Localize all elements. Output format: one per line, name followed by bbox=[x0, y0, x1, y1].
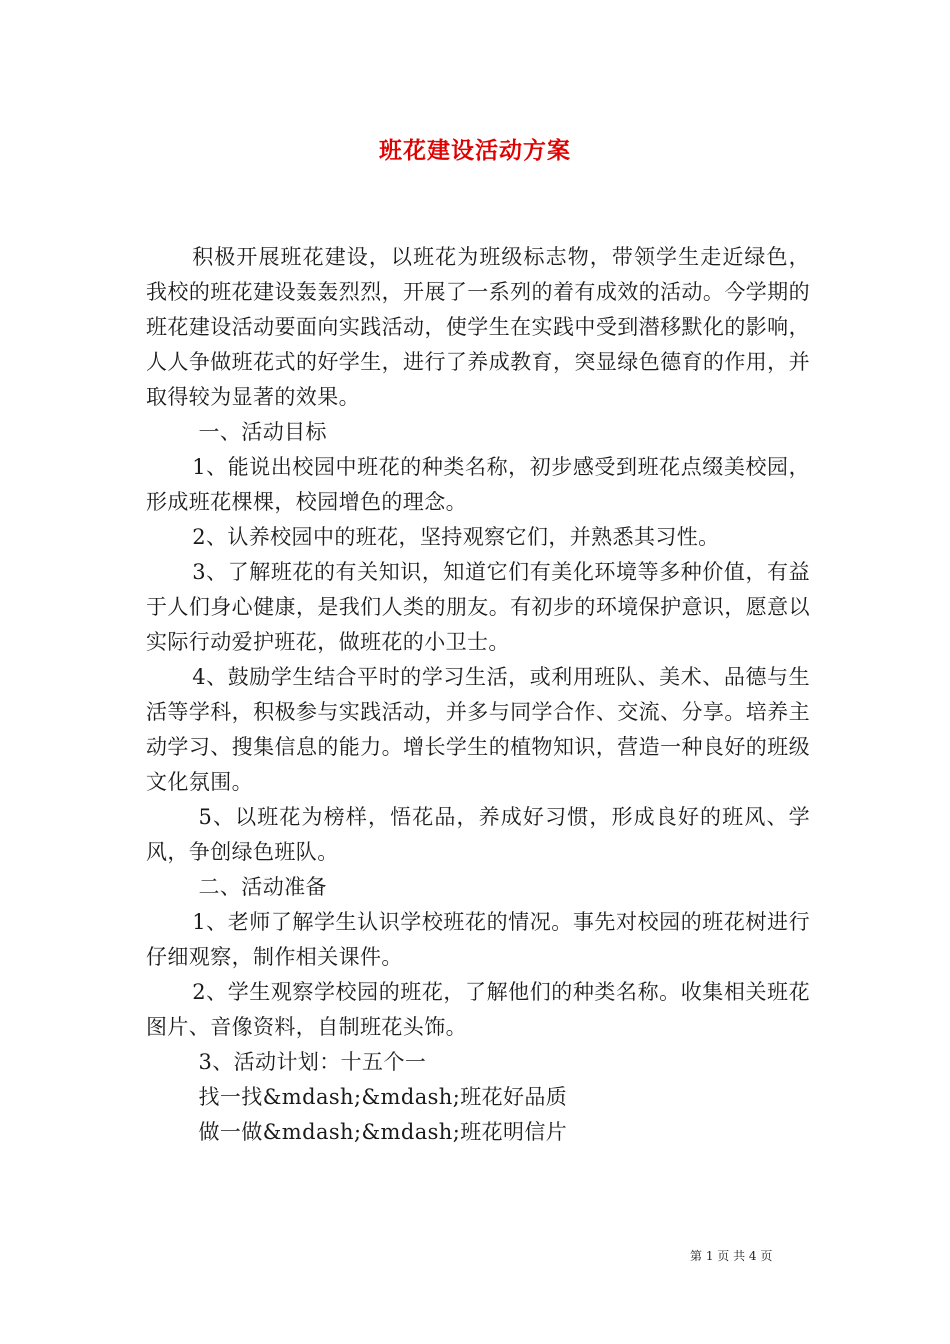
page-number: 第 1 页 共 4 页 bbox=[690, 1249, 773, 1263]
document-title: 班花建设活动方案 bbox=[379, 137, 571, 164]
goal-item-2: 2、认养校园中的班花，坚持观察它们，并熟悉其习性。 bbox=[192, 525, 720, 549]
prep-item-2: 2、学生观察学校园的班花，了解他们的种类名称。收集相关班花图片、音像资料，自制班花头饰。 bbox=[146, 980, 810, 1039]
document-body bbox=[146, 240, 810, 1150]
plan-item-find: 找一找&mdash;&mdash;班花好品质 bbox=[198, 1085, 568, 1109]
prep-item-1: 1、老师了解学生认识学校班花的情况。事先对校园的班花树进行仔细观察，制作相关课件。 bbox=[146, 910, 810, 969]
section-heading-preparation: 二、活动准备 bbox=[198, 875, 327, 899]
plan-item-make: 做一做&mdash;&mdash;班花明信片 bbox=[198, 1120, 568, 1144]
goal-item-3: 3、了解班花的有关知识，知道它们有美化环境等多种价值，有益于人们身心健康，是我们人类的朋友。有初步的环境保护意识，愿意以实际行动爱护班花，做班花的小卫士。 bbox=[146, 560, 810, 654]
goal-item-5: 5、以班花为榜样，悟花品，养成好习惯，形成良好的班风、学风，争创绿色班队。 bbox=[146, 805, 810, 864]
section-heading-goals: 一、活动目标 bbox=[198, 420, 327, 444]
goal-item-1: 1、能说出校园中班花的种类名称，初步感受到班花点缀美校园，形成班花棵棵，校园增色的理念。 bbox=[146, 455, 810, 514]
goal-item-4: 4、鼓励学生结合平时的学习生活，或利用班队、美术、品德与生活等学科，积极参与实践活动，并多与同学合作、交流、分享。培养主动学习、搜集信息的能力。增长学生的植物知识，营造一种良好的班级文化氛围。 bbox=[146, 665, 810, 794]
intro-paragraph: 积极开展班花建设，以班花为班级标志物，带领学生走近绿色，我校的班花建设轰轰烈烈，开展了一系列的着有成效的活动。今学期的班花建设活动要面向实践活动，使学生在实践中受到潜移默化的影响，人人争做班花式的好学生，进行了养成教育，突显绿色德育的作用，并取得较为显著的效果。 bbox=[146, 245, 810, 409]
prep-item-3: 3、活动计划：十五个一 bbox=[198, 1050, 427, 1074]
